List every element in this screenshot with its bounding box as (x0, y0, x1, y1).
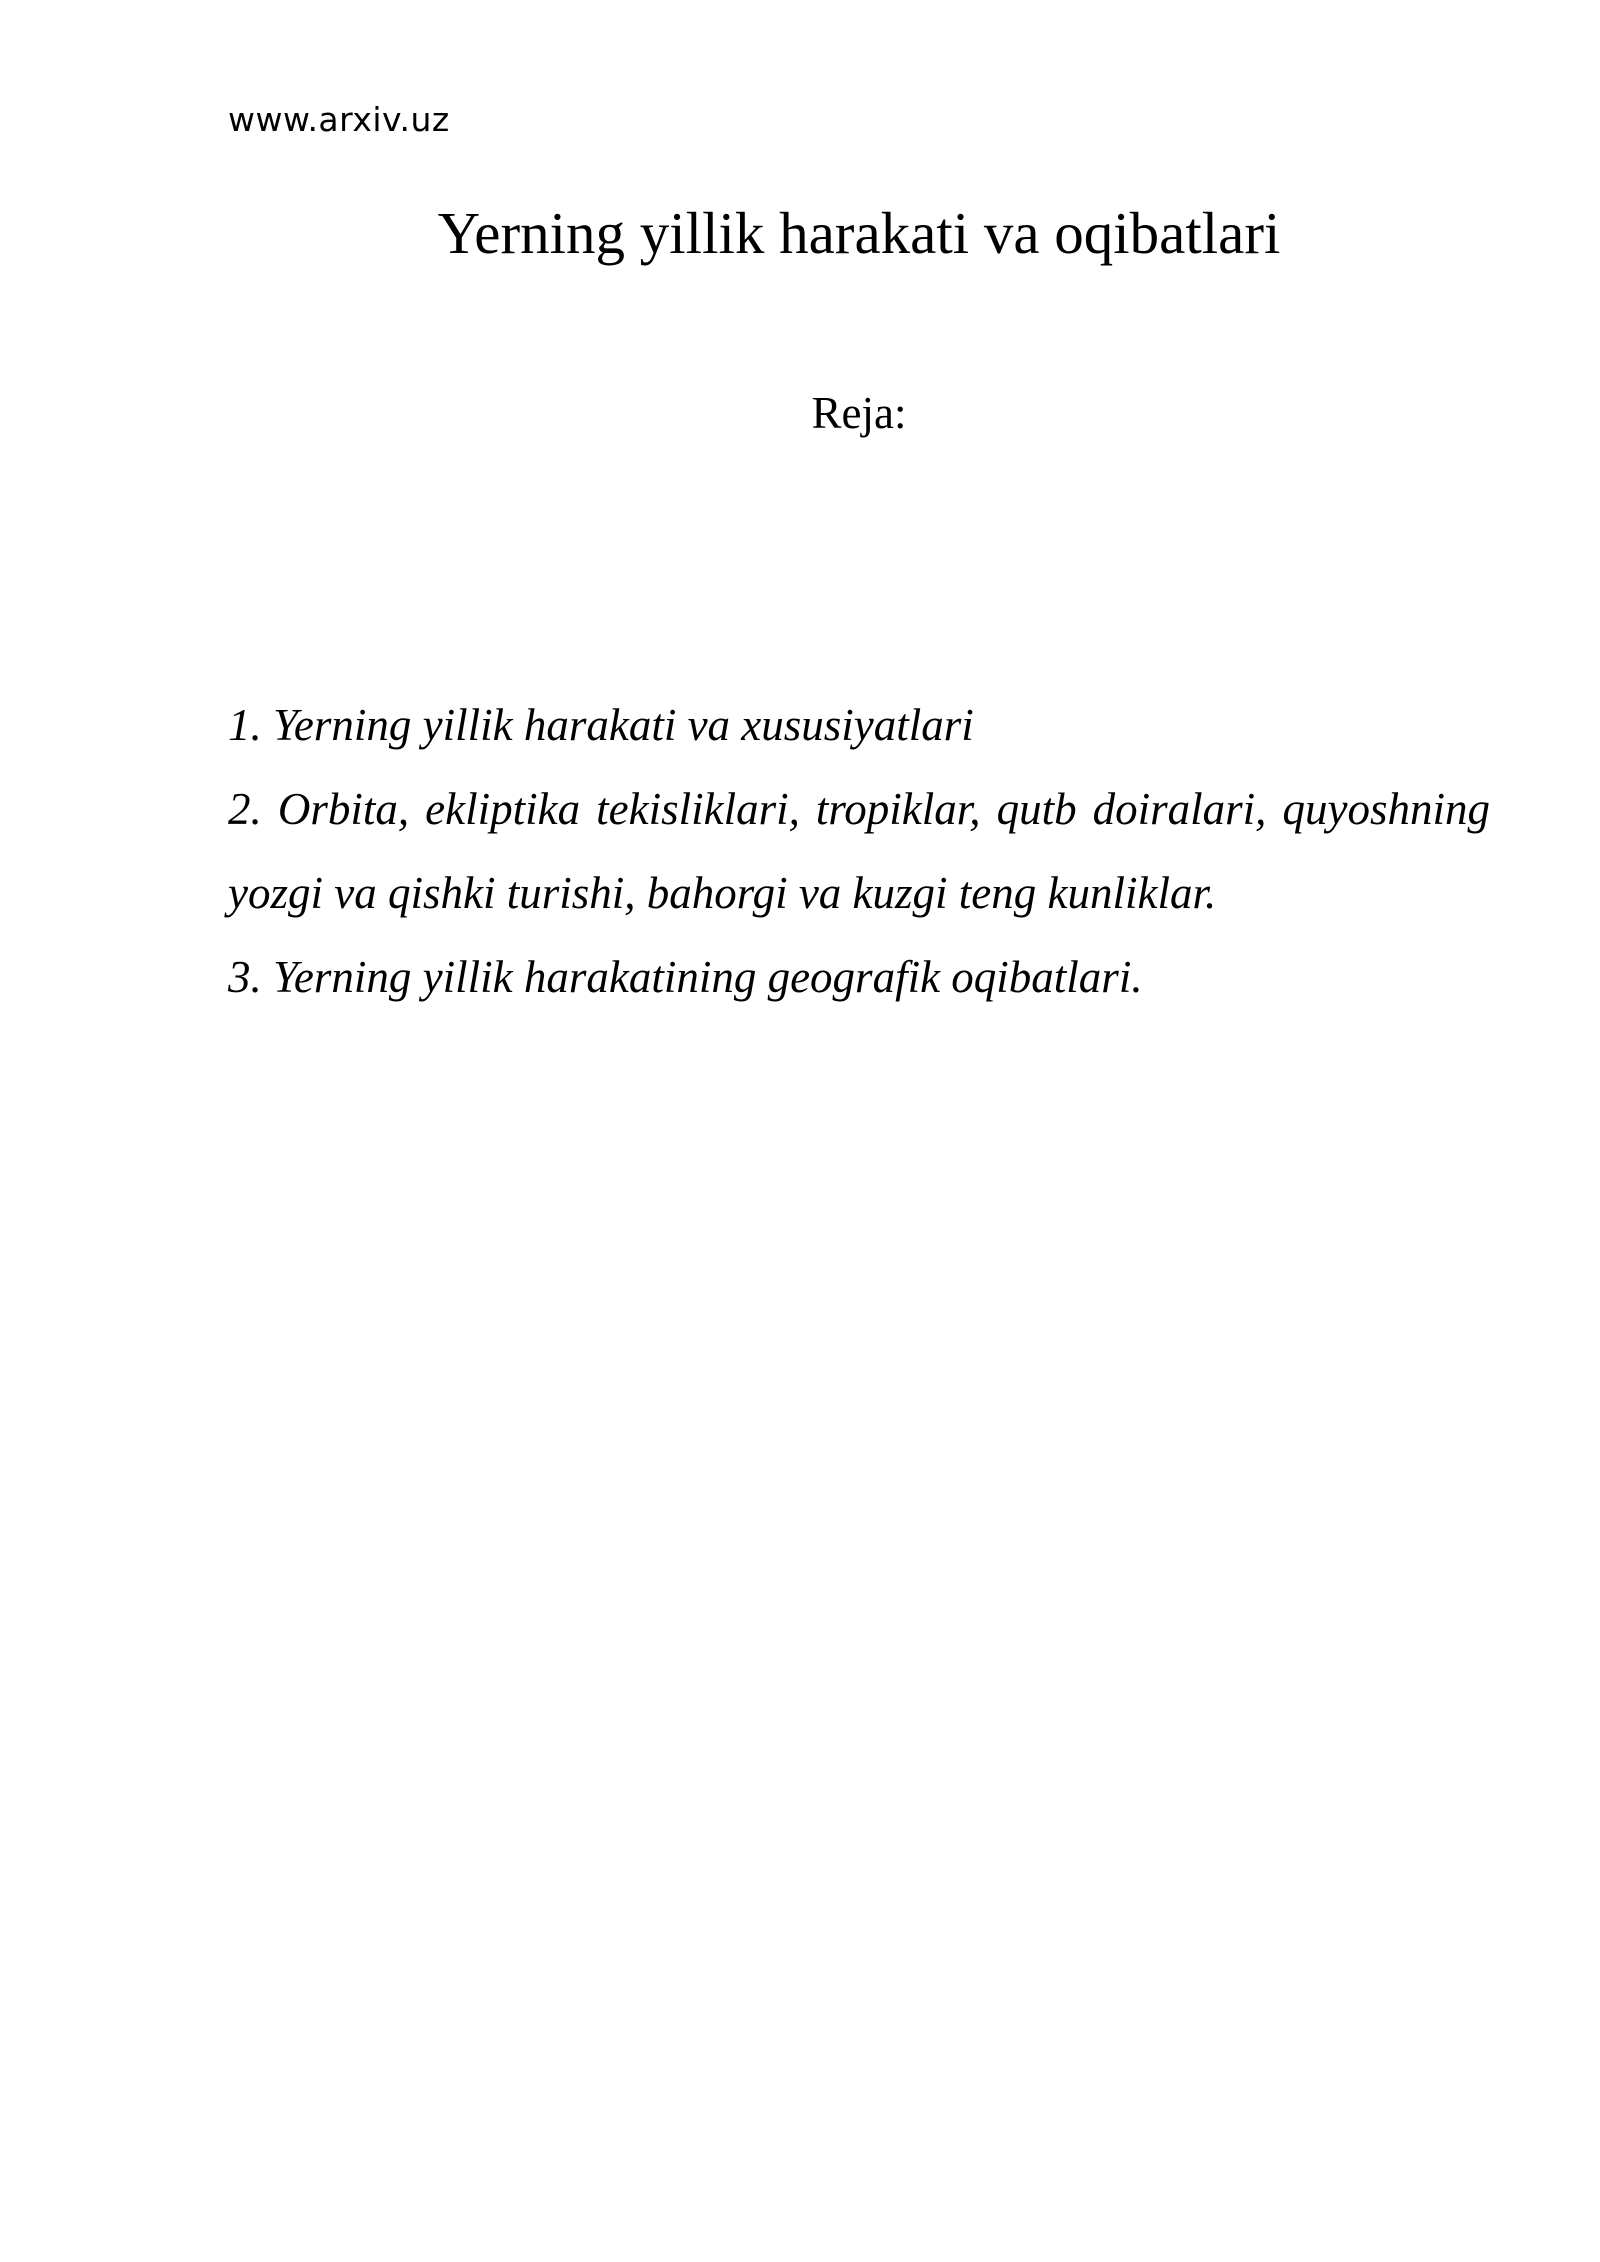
header-url: www.arxiv.uz (228, 100, 450, 139)
plan-item-1: 1. Yerning yillik harakati va xususiyatlari (228, 700, 974, 750)
plan-list (228, 683, 1490, 1019)
plan-item-2: 2. Orbita, ekliptika tekisliklari, tropiklar, qutb doiralari, quyoshning yozgi va qishki turishi, bahorgi va kuzgi teng kunliklar. (228, 784, 1490, 918)
plan-item-3: 3. Yerning yillik harakatining geografik oqibatlari. (228, 952, 1143, 1002)
page-title: Yerning yillik harakati va oqibatlari (437, 200, 1281, 266)
plan-heading: Reja: (811, 388, 907, 438)
